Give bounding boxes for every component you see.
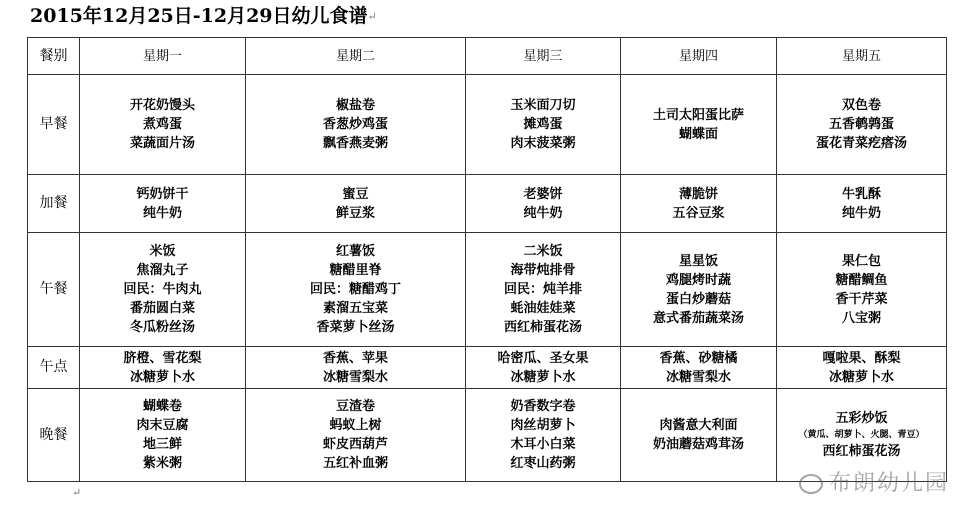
menu-item: 回民：牛肉丸 [123,282,202,297]
afternoon-snack-mon [80,347,246,389]
lunch-fri [777,233,947,347]
menu-item: 蛋白炒蘑菇 [665,291,731,307]
menu-item: 飘香燕麦粥 [322,136,388,151]
menu-item: 开花奶馒头 [129,98,195,113]
menu-item: 海带炖排骨 [510,263,576,278]
menu-item: 西红柿蛋花汤 [503,320,582,335]
menu-item: 蝴蝶卷 [142,399,182,414]
lunch-mon [80,233,246,347]
menu-item: 牛乳酥 [841,186,881,202]
day-header-fri: 星期五 [777,38,947,75]
breakfast-mon [80,75,246,175]
menu-item: 冰糖萝卜水 [828,369,894,385]
menu-item: 蚂蚁上树 [329,418,382,433]
menu-item: 嘎啦果、酥梨 [822,350,901,366]
snack-thu [621,175,777,233]
breakfast-fri [777,75,947,175]
menu-item: 肉酱意大利面 [659,418,738,433]
menu-item: 鸡腿烤时蔬 [665,272,731,288]
menu-item: 虾皮西葫芦 [322,437,388,452]
menu-item: 八宝粥 [841,310,881,326]
lunch-wed [466,233,621,347]
afternoon-snack-row [28,347,947,389]
breakfast-thu [621,75,777,175]
menu-item: 菜蔬面片汤 [129,136,195,151]
menu-item: 地三鲜 [142,437,182,452]
afternoon-snack-fri [777,347,947,389]
menu-item: 豆渣卷 [335,399,375,414]
title-text: 2015年12月25日-12月29日幼儿食谱 [30,5,368,27]
menu-item: 蛋花青菜疙瘩汤 [815,136,907,151]
menu-item: 西红柿蛋花汤 [822,444,901,459]
header-row [28,38,947,75]
menu-item: 肉末豆腐 [136,418,189,433]
dinner-wed [466,389,621,482]
afternoon-snack-thu [621,347,777,389]
menu-item: 糖醋鲷鱼 [835,272,888,288]
meal-label-lunch: 午餐 [28,233,80,347]
page-title [30,2,377,30]
menu-item: 回民：糖醋鸡丁 [309,282,401,297]
menu-item: 肉丝胡萝卜 [510,418,576,433]
breakfast-tue [246,75,466,175]
menu-item: 香葱炒鸡蛋 [322,117,388,132]
menu-item: 脐橙、雪花梨 [123,350,202,366]
menu-item: 纯牛奶 [523,205,563,221]
menu-item: 香蕉、苹果 [322,350,388,366]
menu-item: 摊鸡蛋 [523,117,563,132]
wechat-icon [799,474,823,494]
menu-item: 奶油蘑菇鸡茸汤 [652,437,744,452]
afternoon-snack-wed [466,347,621,389]
breakfast-row [28,75,947,175]
menu-item: 二米饭 [523,244,563,259]
menu-item-note: （黄瓜、胡萝卜、火腿、青豆） [798,430,925,440]
meal-label-afternoon-snack: 午点 [28,347,80,389]
afternoon-snack-tue [246,347,466,389]
breakfast-wed [466,75,621,175]
paragraph-mark: ↵ [367,10,377,23]
menu-item: 果仁包 [841,253,881,269]
menu-item: 焦溜丸子 [136,263,189,278]
lunch-thu [621,233,777,347]
menu-item: 意式番茄蔬菜汤 [652,310,744,326]
menu-item: 番茄圆白菜 [129,301,195,316]
menu-item: 红薯饭 [335,244,375,259]
day-header-mon: 星期一 [80,38,246,75]
menu-item: 冰糖萝卜水 [129,369,195,385]
snack-row [28,175,947,233]
day-header-wed: 星期三 [466,38,621,75]
menu-table [27,37,947,482]
menu-item: 哈密瓜、圣女果 [497,350,589,366]
menu-item: 素溜五宝菜 [322,301,388,316]
menu-item: 钙奶饼干 [136,186,189,202]
menu-item: 纯牛奶 [142,205,182,221]
menu-item: 星星饭 [678,253,718,269]
menu-item: 冰糖雪梨水 [665,369,731,385]
corner-header: 餐别 [28,38,80,75]
dinner-tue [246,389,466,482]
snack-fri [777,175,947,233]
dinner-mon [80,389,246,482]
menu-item: 鲜豆浆 [335,205,375,221]
menu-item: 五谷豆浆 [672,205,725,221]
day-header-thu: 星期四 [621,38,777,75]
meal-label-breakfast: 早餐 [28,75,80,175]
menu-item: 糖醋里脊 [329,263,382,278]
menu-item: 米饭 [149,244,176,259]
menu-item: 奶香数字卷 [510,399,576,414]
lunch-tue [246,233,466,347]
snack-tue [246,175,466,233]
menu-item: 蚝油娃娃菜 [510,301,576,316]
paragraph-mark-end: ↵ [72,486,82,499]
meal-label-dinner: 晚餐 [28,389,80,482]
menu-item: 冰糖萝卜水 [510,369,576,385]
lunch-row [28,233,947,347]
menu-item: 玉米面刀切 [510,98,576,113]
menu-item: 煮鸡蛋 [142,117,182,132]
menu-item: 五彩炒饭 [835,411,888,426]
menu-item: 五红补血粥 [322,456,388,471]
menu-item: 冰糖雪梨水 [322,369,388,385]
watermark [799,466,949,497]
menu-item: 香干芹菜 [835,291,888,307]
menu-item: 香菜萝卜丝汤 [316,320,395,335]
menu-item: 老婆饼 [523,186,563,202]
menu-item: 五香鹌鹑蛋 [828,117,894,132]
menu-item: 紫米粥 [142,456,182,471]
menu-item: 回民：炖羊排 [503,282,582,297]
menu-item: 椒盐卷 [335,98,375,113]
menu-item: 冬瓜粉丝汤 [129,320,195,335]
menu-item: 纯牛奶 [841,205,881,221]
menu-item: 木耳小白菜 [510,437,576,452]
menu-item: 蝴蝶面 [678,126,718,142]
menu-item: 蜜豆 [342,186,369,202]
menu-item: 红枣山药粥 [510,456,576,471]
menu-item: 双色卷 [841,98,881,113]
watermark-text: 布朗幼儿园 [828,471,949,496]
snack-mon [80,175,246,233]
meal-label-snack: 加餐 [28,175,80,233]
dinner-thu [621,389,777,482]
menu-item: 香蕉、砂糖橘 [659,350,738,366]
menu-item: 土司太阳蛋比萨 [652,107,744,123]
day-header-tue: 星期二 [246,38,466,75]
snack-wed [466,175,621,233]
menu-item: 薄脆饼 [678,186,718,202]
menu-item: 肉末菠菜粥 [510,136,576,151]
